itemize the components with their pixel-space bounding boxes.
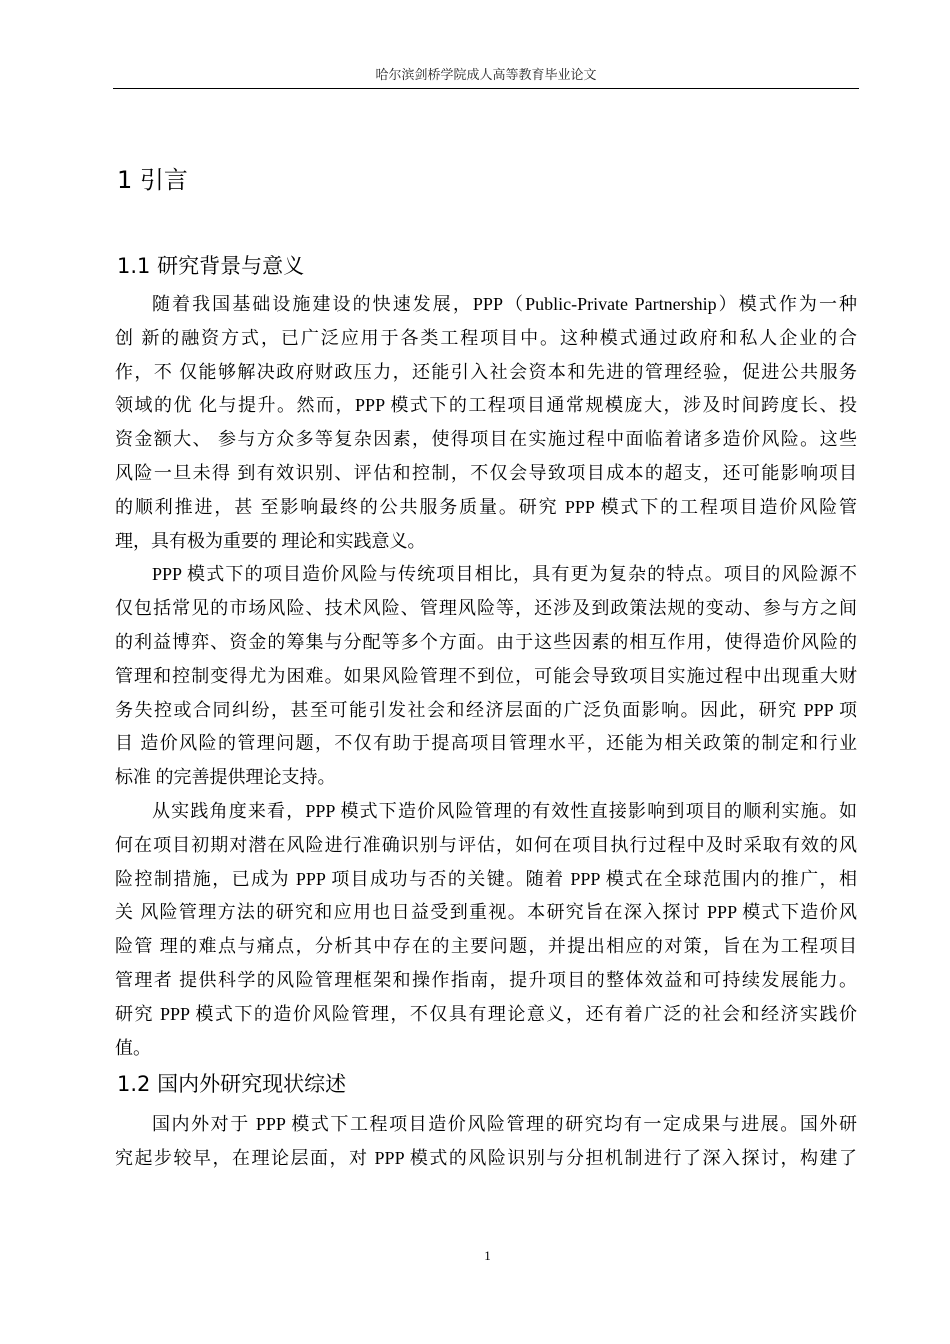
page-number: 1 — [484, 1248, 491, 1263]
paragraph — [115, 288, 857, 558]
text-line: PPP 模式下的项目造价风险与传统项目相比，具有更为复杂的特点。项目的风险源不 — [152, 564, 857, 585]
text-line: 管理者 提供科学的风险管理框架和操作指南，提升项目的整体效益和可持续发展能力。 — [115, 969, 857, 990]
text-line: 何在项目初期对潜在风险进行准确识别与评估，如何在项目执行过程中及时采取有效的风 — [115, 834, 857, 855]
paragraph — [115, 795, 857, 1065]
text-line: 领域的优 化与提升。然而，PPP 模式下的工程项目通常规模庞大，涉及时间跨度长、投 — [115, 395, 857, 416]
running-header: 哈尔滨剑桥学院成人高等教育毕业论文 — [375, 67, 597, 82]
section-title: 1.2 国内外研究现状综述 — [117, 1072, 347, 1096]
text-line: 管理和控制变得尤为困难。如果风险管理不到位，可能会导致项目实施过程中出现重大财 — [115, 665, 857, 686]
text-line: 风险一旦未得 到有效识别、评估和控制，不仅会导致项目成本的超支，还可能影响项目 — [115, 462, 857, 483]
text-line: 的利益博弈、资金的筹集与分配等多个方面。由于这些因素的相互作用，使得造价风险的 — [115, 631, 857, 652]
text-line: 作，不 仅能够解决政府财政压力，还能引入社会资本和先进的管理经验，促进公共服务 — [115, 361, 857, 382]
section-title: 1.1 研究背景与意义 — [117, 254, 305, 278]
text-line: 标准 的完善提供理论支持。 — [115, 767, 336, 788]
text-line: 研究 PPP 模式下的造价风险管理，不仅具有理论意义，还有着广泛的社会和经济实践价 — [115, 1003, 857, 1024]
text-line: 关 风险管理方法的研究和应用也日益受到重视。本研究旨在深入探讨 PPP 模式下造价风 — [115, 902, 857, 923]
text-line: 险管 理的难点与痛点，分析其中存在的主要问题，并提出相应的对策，旨在为工程项目 — [115, 936, 857, 957]
text-line: 国内外对于 PPP 模式下工程项目造价风险管理的研究均有一定成果与进展。国外研 — [152, 1114, 857, 1134]
text-line: 的顺利推进，甚 至影响最终的公共服务质量。研究 PPP 模式下的工程项目造价风险管 — [115, 496, 857, 517]
text-line: 资金额大、 参与方众多等复杂因素，使得项目在实施过程中面临着诸多造价风险。这些 — [115, 429, 857, 450]
text-line: 创 新的融资方式，已广泛应用于各类工程项目中。这种模式通过政府和私人企业的合 — [115, 327, 857, 348]
header-divider — [113, 88, 859, 89]
section-body — [115, 288, 857, 1065]
paragraph — [115, 558, 857, 795]
text-line: 理，具有极为重要的 理论和实践意义。 — [115, 530, 426, 551]
text-line: 究起步较早，在理论层面，对 PPP 模式的风险识别与分担机制进行了深入探讨，构建了 — [115, 1147, 857, 1168]
text-line: 随着我国基础设施建设的快速发展，PPP（Public-Private Partnership）模式作为一种 — [152, 294, 857, 314]
text-line: 务失控或合同纠纷，甚至可能引发社会和经济层面的广泛负面影响。因此，研究 PPP 项 — [115, 699, 857, 720]
chapter-title: 1 引言 — [117, 166, 188, 194]
section-body — [115, 1108, 857, 1176]
text-line: 险控制措施，已成为 PPP 项目成功与否的关键。随着 PPP 模式在全球范围内的推广，相 — [115, 868, 857, 889]
text-line: 仅包括常见的市场风险、技术风险、管理风险等，还涉及到政策法规的变动、参与方之间 — [115, 598, 857, 619]
text-line: 从实践角度来看，PPP 模式下造价风险管理的有效性直接影响到项目的顺利实施。如 — [152, 800, 857, 821]
text-line: 目 造价风险的管理问题，不仅有助于提高项目管理水平，还能为相关政策的制定和行业 — [115, 733, 857, 754]
text-line: 值。 — [115, 1037, 151, 1058]
paragraph — [115, 1108, 857, 1176]
